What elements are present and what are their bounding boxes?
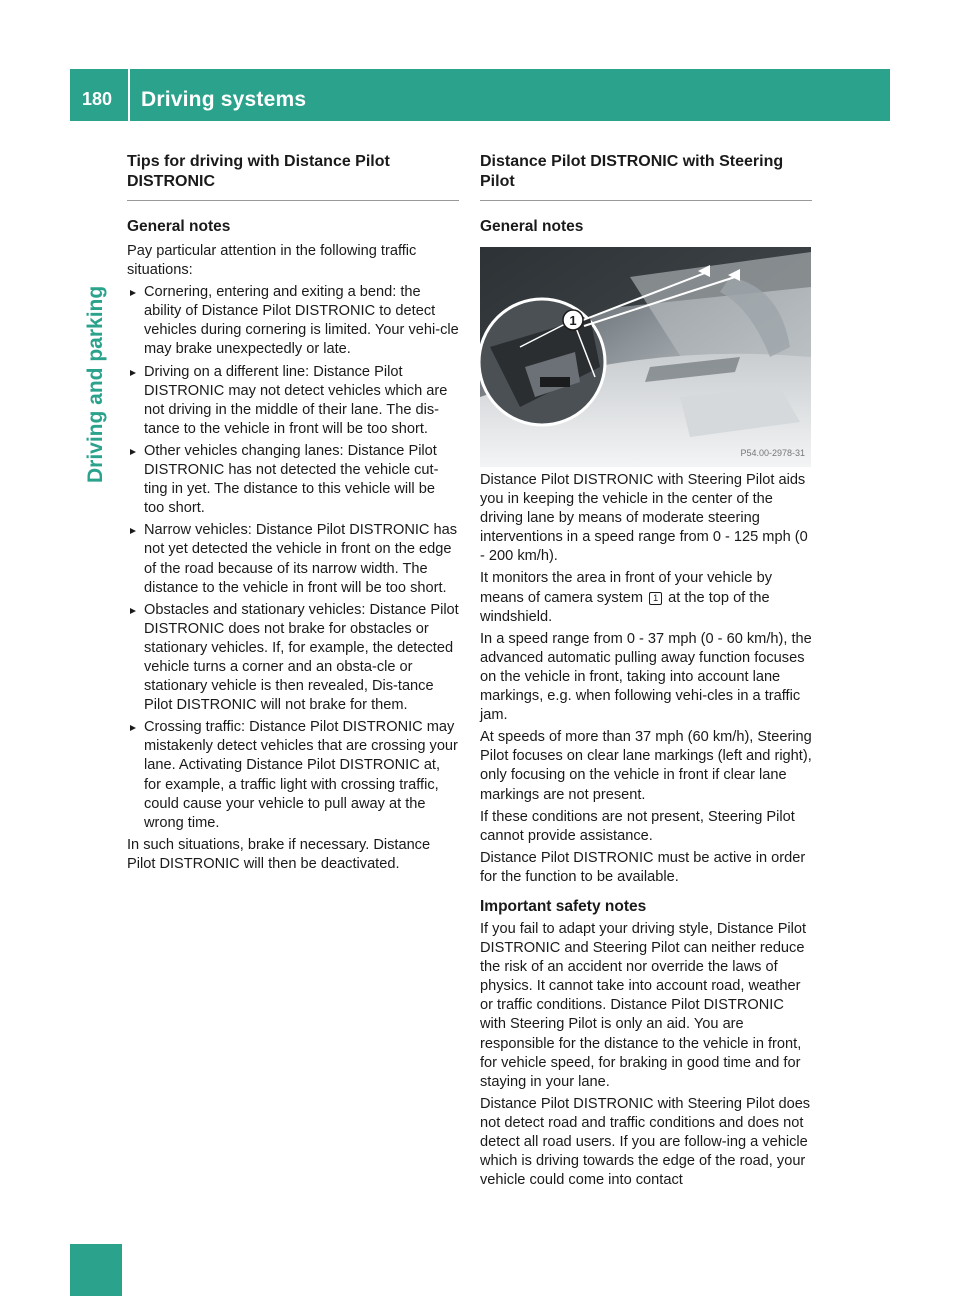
camera-system-illustration [480, 247, 811, 467]
paragraph-text: It monitors the area in front of your vehicle by means of camera system [480, 570, 773, 606]
figure-code: P54.00-2978-31 [740, 447, 805, 458]
camera-callout-badge: 1 [649, 592, 662, 605]
list-item: Obstacles and stationary vehicles: Distance Pilot DISTRONIC does not brake for obstacles or stationary vehicles. If, for example, the detected vehicle turns a corner and an obsta-cle or stationary vehicle is then revealed, Dis-tance Pilot DISTRONIC will not brake for them. [127, 601, 459, 716]
list-item: Narrow vehicles: Distance Pilot DISTRONIC has not yet detected the vehicle in front on the edge of the road because of its narrow width. The distance to the vehicle in front will be too short. [127, 521, 459, 597]
closing-paragraph: In such situations, brake if necessary. Distance Pilot DISTRONIC will then be deactivated. [127, 836, 431, 872]
section-title-tips: Tips for driving with Distance Pilot DISTRONIC [127, 153, 390, 190]
paragraph: Distance Pilot DISTRONIC must be active in order for the function to be available. [480, 849, 806, 885]
paragraph [480, 569, 812, 626]
paragraph: Distance Pilot DISTRONIC with Steering Pilot does not detect road and traffic conditions and does not detect all road users. If you are follow-ing a vehicle which is driving towards the edge of the road, your vehicle could come into contact [480, 1095, 811, 1189]
chapter-tab [70, 1244, 122, 1296]
list-item: Driving on a different line: Distance Pilot DISTRONIC may not detect vehicles which are not driving in the middle of their lane. The dis-tance to the vehicle in front will be too short. [127, 363, 459, 439]
paragraph: If these conditions are not present, Steering Pilot cannot provide assistance. [480, 808, 795, 844]
header-divider [128, 69, 130, 121]
section-rule [480, 200, 812, 201]
intro-paragraph: Pay particular attention in the following traffic situations: [127, 243, 417, 279]
right-column [480, 152, 812, 1193]
subsection-title-safety-notes: Important safety notes [480, 897, 647, 915]
section-title-steering-pilot: Distance Pilot DISTRONIC with Steering Pilot [480, 153, 784, 190]
situation-list [127, 283, 459, 833]
paragraph: In a speed range from 0 - 37 mph (0 - 60 km/h), the advanced automatic pulling away function focuses on the vehicle in front, taking into account lane markings, e.g. when following vehi-cles in a traffic jam. [480, 630, 812, 724]
paragraph: At speeds of more than 37 mph (60 km/h), Steering Pilot focuses on clear lane markings (left and right), only focusing on the vehicle in front if clear lane markings are not present. [480, 729, 812, 803]
section-rule [127, 200, 459, 201]
list-item: Crossing traffic: Distance Pilot DISTRONIC may mistakenly detect vehicles that are crossing your lane. Activating Distance Pilot DISTRONIC at, for example, a traffic light with crossing traffic, could cause your vehicle to pull away at the wrong time. [127, 718, 459, 833]
left-column [127, 152, 459, 877]
figure-callout: 1 [569, 313, 577, 328]
paragraph: Distance Pilot DISTRONIC with Steering Pilot aids you in keeping the vehicle in the center of the driving lane by means of moderate steering interventions in a speed range from 0 - 125 mph (0 - 200 km/h). [480, 472, 808, 565]
list-item: Other vehicles changing lanes: Distance Pilot DISTRONIC has not detected the vehicle cut-ting in yet. The distance to this vehicle will be too short. [127, 442, 459, 518]
paragraph: If you fail to adapt your driving style, Distance Pilot DISTRONIC and Steering Pilot can neither reduce the risk of an accident nor override the laws of physics. It cannot take into account road, weather or traffic conditions. Distance Pilot DISTRONIC with Steering Pilot is only an aid. You are responsible for the distance to the vehicle in front, for vehicle speed, for braking in good time and for staying in your lane. [480, 920, 807, 1090]
page-title: Driving systems [141, 88, 307, 111]
car-interior-drawing [480, 247, 811, 467]
page-number: 180 [82, 89, 113, 109]
list-item: Cornering, entering and exiting a bend: the ability of Distance Pilot DISTRONIC to detect vehicles during cornering is limited. Your vehi-cle may brake unexpectedly or late. [127, 283, 459, 359]
subsection-title-general-notes: General notes [480, 218, 584, 235]
paragraph-text: at the top of the windshield. [480, 589, 770, 625]
subsection-title-general-notes: General notes [127, 218, 231, 235]
chapter-label: Driving and parking [84, 285, 107, 483]
